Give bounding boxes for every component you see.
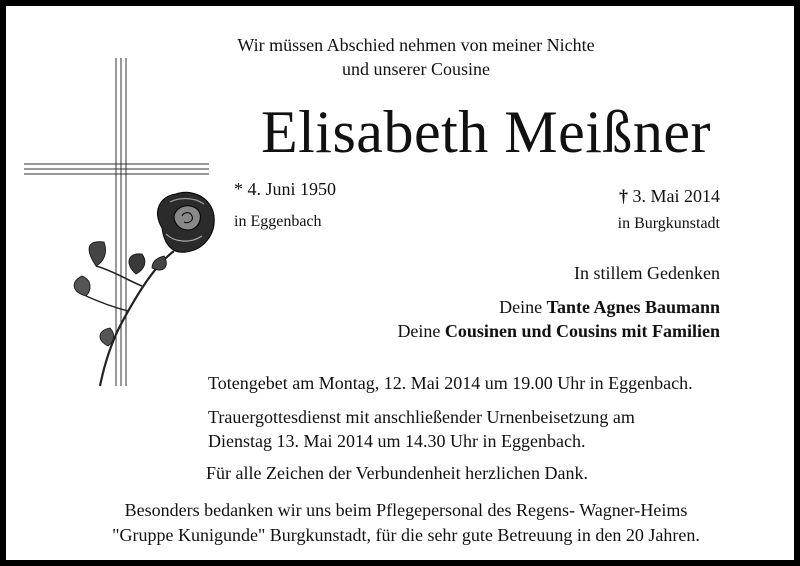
funeral-service-line-2: Dienstag 13. Mai 2014 um 14.30 Uhr in Eggenbach. (208, 431, 586, 451)
death-date-line (619, 187, 720, 205)
rose-icon (74, 192, 214, 386)
cross-symbol-icon: † (619, 186, 628, 206)
funeral-service-line-1: Trauergottesdienst mit anschließender Urnenbeisetzung am (208, 407, 635, 427)
mourner-line-2 (397, 322, 720, 340)
thanks-line: Für alle Zeichen der Verbundenheit herzlichen Dank. (206, 463, 589, 483)
death-place: in Burgkunstadt (617, 215, 720, 232)
mourner-names: Cousinen und Cousins mit Familien (444, 321, 720, 341)
closing-line-2: "Gruppe Kunigunde" Burgkunstadt, für die sehr gute Betreuung in den 20 Jahren. (112, 525, 700, 545)
mourner-line-1 (499, 298, 720, 316)
deceased-name: Elisabeth Meißner (260, 99, 712, 165)
mourner-names: Tante Agnes Baumann (546, 297, 720, 317)
intro-line-2: und unserer Cousine (342, 59, 490, 79)
prayer-notice: Totengebet am Montag, 12. Mai 2014 um 19.00 Uhr in Eggenbach. (208, 373, 693, 393)
death-date: 3. Mai 2014 (632, 186, 720, 206)
mourners-heading: In stillem Gedenken (574, 263, 720, 283)
mourner-prefix: Deine (397, 321, 441, 341)
mourner-prefix: Deine (499, 297, 543, 317)
closing-line-1: Besonders bedanken wir uns beim Pflegepersonal des Regens- Wagner-Heims (124, 500, 688, 520)
intro-line-1: Wir müssen Abschied nehmen von meiner Nichte (237, 35, 595, 55)
birth-place: in Eggenbach (234, 213, 322, 230)
birth-date: * 4. Juni 1950 (234, 179, 337, 199)
